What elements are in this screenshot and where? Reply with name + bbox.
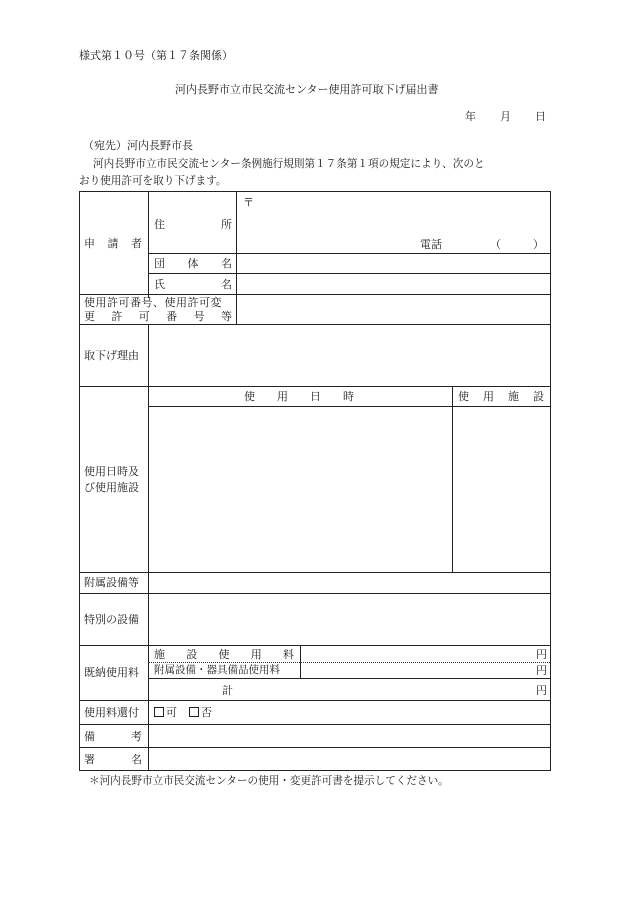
applicant-label: 申 請 者	[84, 237, 142, 250]
addressee: （宛先）河内長野市長	[83, 139, 193, 152]
total-label: 計	[222, 684, 233, 697]
withdrawal-reason-label: 取下げ理由	[84, 349, 139, 362]
date-day: 日	[535, 110, 546, 123]
withdrawal-form-table	[79, 191, 551, 771]
form-title: 河内長野市立市民交流センター使用許可取下げ届出書	[175, 83, 439, 96]
phone-paren-close: ）	[533, 238, 544, 251]
usage-label-2: び使用施設	[84, 481, 139, 494]
footnote: ＊河内長野市立市民交流センターの使用・変更許可書を提示してください。	[89, 775, 449, 787]
refund-label: 使用料還付	[84, 706, 139, 719]
phone-label: 電話	[420, 238, 442, 251]
intro-line-2: おり使用許可を取り下げます。	[79, 175, 227, 187]
form-number: 様式第１０号（第１７条関係）	[79, 49, 233, 62]
refund-option-yes[interactable]: 可	[154, 706, 177, 719]
intro-line-1: 河内長野市立市民交流センター条例施行規則第１７条第１項の規定により、次のと	[93, 158, 485, 170]
special-equipment-label: 特別の設備	[84, 613, 139, 626]
refund-option-no[interactable]: 否	[189, 706, 212, 719]
paid-fees-label: 既納使用料	[84, 666, 139, 679]
date-year: 年	[465, 110, 476, 123]
name-label: 氏 名	[154, 278, 232, 291]
postal-mark: 〒	[243, 196, 254, 209]
permit-number-label-1: 使用許可番号、使用許可変	[84, 296, 222, 309]
equipment-fee-label: 附属設備・器具備品使用料	[154, 664, 280, 676]
refund-yes-checkbox[interactable]	[154, 707, 164, 717]
permit-number-label-2: 更 許 可 番 号 等	[84, 310, 232, 323]
facility-fee-label: 施 設 使 用 料	[154, 648, 294, 661]
equipment-label: 附属設備等	[84, 576, 139, 589]
usage-facility-header: 使 用 施 設	[458, 390, 544, 403]
signature-label: 署 名	[84, 753, 142, 766]
address-label: 住 所	[154, 218, 232, 231]
refund-no-checkbox[interactable]	[189, 707, 199, 717]
remarks-label: 備 考	[84, 730, 142, 743]
equipment-fee-yen: 円	[536, 664, 547, 677]
usage-datetime-header: 使 用 日 時	[244, 390, 354, 403]
date-month: 月	[500, 110, 511, 123]
org-name-label: 団 体 名	[154, 257, 232, 270]
phone-paren-open: （	[490, 238, 501, 251]
usage-label-1: 使用日時及	[84, 465, 139, 478]
facility-fee-yen: 円	[536, 648, 547, 661]
total-yen: 円	[536, 684, 547, 697]
